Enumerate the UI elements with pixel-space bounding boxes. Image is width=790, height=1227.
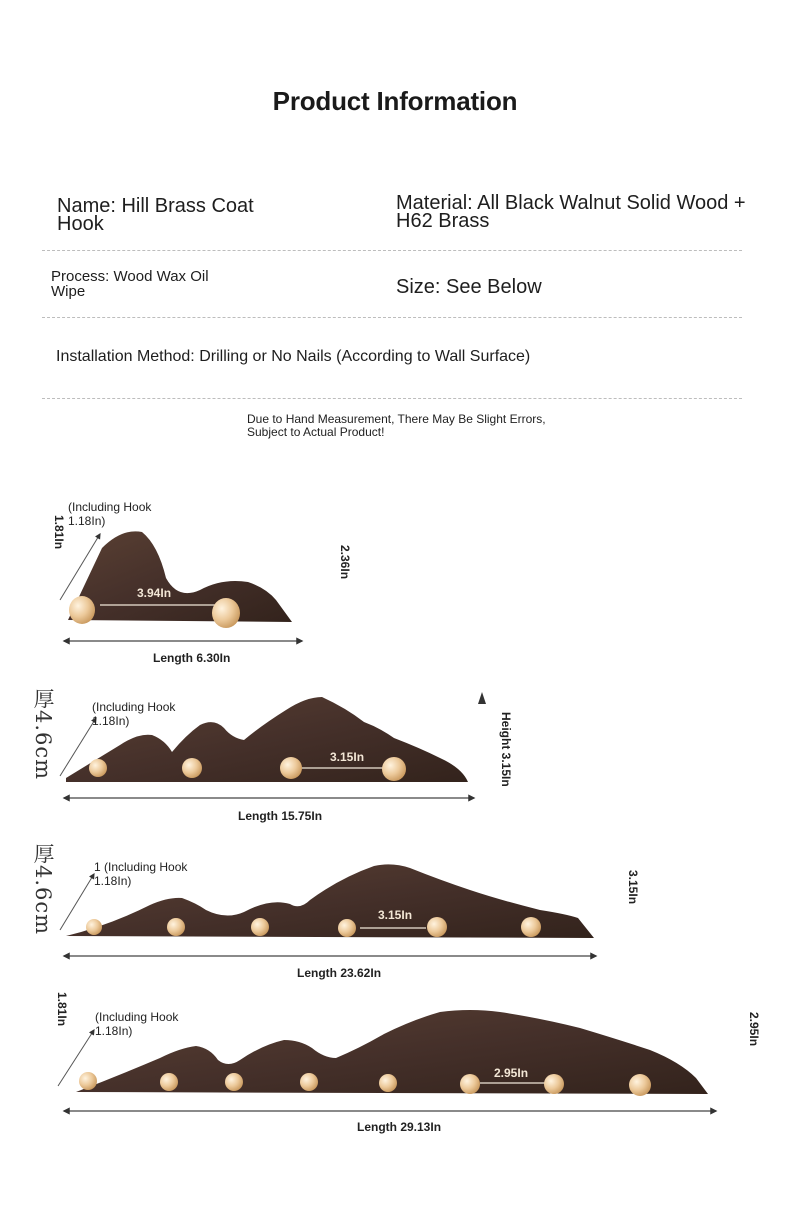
- brass-hook: [89, 759, 107, 777]
- hook-note-line2: 1.18In): [94, 874, 132, 888]
- hook-note: [94, 860, 187, 888]
- brass-hook: [79, 1072, 97, 1090]
- brass-hook: [379, 1074, 397, 1092]
- spec-name-line2: Hook: [57, 213, 104, 235]
- hook-note: [92, 700, 175, 728]
- spec-process-line1: Process: Wood Wax Oil: [51, 268, 209, 285]
- brass-hook: [251, 918, 269, 936]
- brass-hook: [280, 757, 302, 779]
- height-label: 2.36In: [338, 545, 352, 580]
- hook-note-line2: 1.18In): [68, 514, 106, 528]
- height-label: Height 3.15In: [499, 712, 513, 787]
- height-label: 3.15In: [626, 870, 640, 905]
- brass-hook: [225, 1073, 243, 1091]
- brass-hook: [338, 919, 356, 937]
- spacing-label: 2.95In: [494, 1066, 529, 1080]
- spec-installation: Installation Method: Drilling or No Nails (According to Wall Surface): [56, 348, 531, 365]
- brass-hook: [427, 917, 447, 937]
- spacing-label: 3.15In: [378, 908, 413, 922]
- spec-size: Size: See Below: [396, 276, 542, 298]
- brass-hook: [300, 1073, 318, 1091]
- hook-note-line1: (Including Hook: [92, 700, 176, 714]
- length-label: Length 23.62In: [297, 966, 382, 980]
- hook-note: [68, 500, 151, 528]
- note-line1: Due to Hand Measurement, There May Be Slight Errors,: [247, 412, 546, 426]
- walnut-board: [68, 531, 292, 622]
- hook-note-line1: (Including Hook: [68, 500, 152, 514]
- brass-hook: [160, 1073, 178, 1091]
- hook-note-line2: 1.18In): [95, 1024, 133, 1038]
- hook-note-line1: 1 (Including Hook: [94, 860, 188, 874]
- brass-hook: [629, 1074, 651, 1096]
- height-label: 2.95In: [747, 1012, 761, 1047]
- spec-name-line1: Name: Hill Brass Coat: [57, 195, 254, 217]
- length-label: Length 15.75In: [238, 809, 323, 823]
- length-label: Length 6.30In: [153, 651, 231, 665]
- spec-process-line2: Wipe: [51, 283, 86, 300]
- brass-hook: [212, 598, 240, 628]
- page-title: Product Information: [272, 86, 518, 116]
- note-line2: Subject to Actual Product!: [247, 425, 385, 439]
- length-label: Length 29.13In: [357, 1120, 442, 1134]
- spec-material-line1: Material: All Black Walnut Solid Wood +: [396, 192, 746, 214]
- spacing-label: 3.15In: [330, 750, 365, 764]
- brass-hook: [544, 1074, 564, 1094]
- spec-material-line2: H62 Brass: [396, 210, 490, 232]
- brass-hook: [167, 918, 185, 936]
- product-2-hooks: [60, 531, 302, 641]
- thickness-label: 厚4.6cm: [31, 688, 55, 781]
- brass-hook: [521, 917, 541, 937]
- spacing-label: 3.94In: [137, 586, 172, 600]
- depth-label: 1.81In: [55, 992, 69, 1027]
- brass-hook: [86, 919, 102, 935]
- hook-note-line1: (Including Hook: [95, 1010, 179, 1024]
- stray-mark: [478, 692, 486, 704]
- brass-hook: [69, 596, 95, 624]
- hook-note: [95, 1010, 178, 1038]
- brass-hook: [182, 758, 202, 778]
- thickness-label: 厚4.6cm: [31, 843, 55, 936]
- hook-note-line2: 1.18In): [92, 714, 130, 728]
- brass-hook: [460, 1074, 480, 1094]
- brass-hook: [382, 757, 406, 781]
- depth-label: 1.81In: [52, 515, 66, 550]
